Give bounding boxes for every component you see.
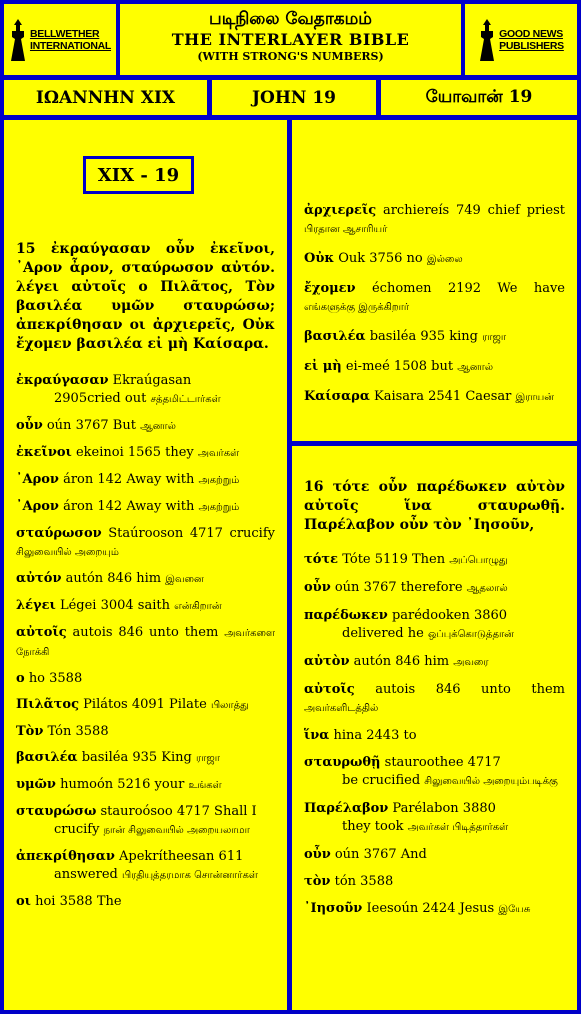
tamil-meaning: சத்தமிட்டார்கள்	[150, 394, 221, 405]
greek-word: ο	[16, 671, 25, 686]
word-list	[304, 551, 565, 919]
tamil-meaning: நான் சிலுவையில் அறையலாமா	[103, 825, 250, 836]
transliteration: Parélabon 3880	[392, 801, 496, 816]
transliteration: áron 142 Away with	[63, 472, 195, 487]
word-entry	[16, 848, 275, 885]
word-entry-main	[304, 900, 565, 919]
word-entry-main	[16, 471, 275, 490]
transliteration: tón 3588	[334, 874, 394, 889]
word-entry-main	[304, 358, 565, 377]
english-gloss: they took	[342, 819, 404, 834]
greek-word: αὐτοῖς	[16, 625, 67, 640]
verse-16-text: 16 τότε οὖν παρέδωκεν αὐτὸν αὐτοῖς ἵνα σταυρωθῇ. Παρέλαβον οὖν τὸν ᾿Ιησοῦν,	[304, 479, 565, 533]
word-entry	[16, 670, 275, 688]
word-entry	[304, 846, 565, 864]
right-logo-line2: PUBLISHERS	[499, 39, 564, 52]
word-entry-main	[304, 681, 565, 718]
word-entry-main	[304, 250, 565, 269]
word-entry-main	[16, 444, 275, 463]
word-entry-main	[16, 749, 275, 768]
word-entry-main	[304, 280, 565, 317]
transliteration: oún 3767 therefore	[334, 580, 463, 595]
transliteration: basiléa 935 king	[369, 329, 478, 344]
word-entry-sub	[16, 390, 275, 409]
bellwether-logo	[4, 4, 116, 75]
word-entry-main	[304, 653, 565, 672]
tamil-meaning: அவர்களிடத்தில்	[304, 703, 379, 714]
transliteration: autois 846 unto them	[375, 682, 565, 697]
transliteration: Ieesoún 2424 Jesus	[366, 901, 495, 916]
transliteration: échomen 2192 We have	[371, 281, 565, 296]
greek-word: σταυρώσω	[16, 804, 97, 819]
transliteration: ho 3588	[28, 671, 83, 686]
word-list	[16, 372, 275, 911]
transliteration: Ouk 3756 no	[338, 251, 423, 266]
transliteration: humoón 5216 your	[60, 777, 185, 792]
tamil-meaning: ராஜா	[195, 753, 220, 764]
tamil-meaning: இராயன்	[515, 392, 554, 403]
transliteration: Ekraúgasan	[112, 373, 192, 388]
greek-word: ᾿Αρον	[16, 472, 59, 487]
greek-word: λέγει	[16, 598, 56, 613]
word-entry	[304, 388, 565, 407]
word-entry	[16, 624, 275, 662]
word-entry	[304, 800, 565, 837]
tamil-meaning: அவர்கள் பிடித்தார்கள்	[407, 822, 509, 833]
transliteration: stauroósoo 4717 Shall I	[100, 804, 257, 819]
left-column	[4, 120, 287, 1010]
greek-word: Καίσαρα	[304, 389, 370, 404]
greek-word: βασιλέα	[304, 329, 366, 344]
word-entry-main	[16, 417, 275, 436]
greek-word: εἰ μὴ	[304, 359, 342, 374]
tamil-meaning: சிலுவையில் அறையும்படிக்கு	[424, 776, 558, 787]
word-entry-main	[16, 372, 275, 390]
word-entry	[304, 358, 565, 377]
greek-word: ἀπεκρίθησαν	[16, 849, 115, 864]
word-entry-main	[16, 696, 275, 715]
left-logo-line1: BELLWETHER	[29, 27, 100, 40]
greek-word: τὸν	[304, 874, 331, 889]
word-entry	[16, 893, 275, 911]
word-entry-main	[304, 607, 565, 625]
greek-word: ἔχομεν	[304, 281, 356, 296]
book-english: JOHN 19	[212, 80, 376, 115]
tamil-meaning: அவரை	[453, 657, 489, 668]
tamil-meaning: இயேசு	[498, 904, 531, 915]
word-entry	[304, 681, 565, 718]
book-tamil: யோவான் 19	[381, 80, 577, 115]
word-entry	[304, 607, 565, 644]
right-bottom-column	[292, 446, 577, 1010]
english-gloss: 2905cried out	[54, 391, 147, 406]
word-entry-sub	[304, 772, 565, 791]
tamil-meaning: பிரதியுத்தரமாக சொன்னார்கள்	[122, 870, 258, 881]
book-greek: ΙΩΑΝΝΗΝ XIX	[4, 80, 207, 115]
tamil-meaning: ஆனால்	[457, 362, 494, 373]
greek-word: Οὐκ	[304, 251, 335, 266]
greek-word: Παρέλαβον	[304, 801, 389, 816]
word-entry	[304, 727, 565, 745]
tamil-meaning: ஆனால்	[140, 421, 176, 432]
word-entry	[16, 525, 275, 562]
transliteration: autón 846 him	[353, 654, 450, 669]
greek-word: οι	[16, 894, 31, 909]
english-gloss: delivered he	[342, 626, 424, 641]
word-entry-main	[304, 328, 565, 347]
greek-word: παρέδωκεν	[304, 608, 388, 623]
greek-word: οὖν	[304, 580, 331, 595]
word-entry	[16, 803, 275, 840]
english-gloss: be crucified	[342, 773, 421, 788]
greek-word: ᾿Αρον	[16, 499, 59, 514]
word-entry-main	[16, 624, 275, 662]
word-entry-main	[16, 597, 275, 616]
greek-word: ἀρχιερεῖς	[304, 203, 377, 218]
greek-word: σταυρωθῇ	[304, 755, 381, 770]
transliteration: archiereís 749 chief priest	[382, 203, 565, 218]
word-entry-main	[304, 202, 565, 239]
greek-word: σταύρωσον	[16, 526, 102, 541]
transliteration: autois 846 unto them	[72, 625, 219, 640]
word-entry	[16, 372, 275, 409]
greek-word: ἐκεῖνοι	[16, 445, 72, 460]
word-entry-sub	[304, 625, 565, 644]
greek-word: οὖν	[16, 418, 43, 433]
transliteration: ekeinoi 1565 they	[75, 445, 194, 460]
tamil-meaning: என்கிறான்	[174, 601, 222, 612]
chapter-box: XIX - 19	[83, 156, 194, 194]
word-entry-sub	[304, 818, 565, 837]
word-entry-sub	[16, 866, 275, 885]
transliteration: oún 3767 But	[46, 418, 136, 433]
word-entry	[16, 749, 275, 768]
verse-15-text: 15 ἐκραύγασαν οὖν ἐκεῖνοι, ᾿Αρον ἆρον, σταύρωσον αὐτόν. λέγει αὐτοῖς ο Πιλᾶτος, Τὸν βασιλέα υμῶν σταυρώσω; ἀπεκρίθησαν οι ἀρχιερεῖς, Οὐκ ἔχομεν βασιλέα εἰ μὴ Καίσαρα.	[16, 241, 275, 352]
lamb-icon	[478, 17, 496, 63]
tamil-meaning: உங்கள்	[188, 780, 222, 791]
good-news-logo	[465, 4, 577, 75]
greek-word: βασιλέα	[16, 750, 78, 765]
tamil-meaning: ஒப்புக்கொடுத்தான்	[427, 629, 514, 640]
greek-word: αὐτὸν	[304, 654, 350, 669]
transliteration: hoi 3588 The	[35, 894, 122, 909]
greek-word: Πιλᾶτος	[16, 697, 80, 712]
word-entry	[16, 696, 275, 715]
word-entry	[16, 723, 275, 741]
left-logo-line2: INTERNATIONAL	[29, 39, 112, 52]
word-entry-main	[16, 570, 275, 589]
word-entry	[304, 202, 565, 239]
tamil-meaning: அப்பொழுது	[449, 555, 508, 566]
word-entry	[16, 597, 275, 616]
transliteration: Tóte 5119 Then	[342, 552, 446, 567]
tamil-meaning: பிலாத்து	[210, 700, 249, 711]
right-top-column	[292, 120, 577, 441]
transliteration: parédooken 3860	[391, 608, 508, 623]
transliteration: Pilátos 4091 Pilate	[83, 697, 207, 712]
transliteration: ei-meé 1508 but	[345, 359, 454, 374]
word-entry-main	[304, 873, 565, 891]
word-entry-main	[304, 579, 565, 598]
tamil-meaning: அவர்களை நோக்கி	[16, 628, 275, 658]
tamil-meaning: பிரதான ஆசாரியர்	[304, 224, 388, 235]
lamb-icon	[9, 17, 27, 63]
transliteration: basiléa 935 King	[81, 750, 192, 765]
page-title	[120, 4, 461, 75]
word-entry-main	[304, 800, 565, 818]
word-entry	[16, 417, 275, 436]
word-entry	[304, 551, 565, 570]
word-entry-main	[16, 670, 275, 688]
transliteration: Tón 3588	[47, 724, 109, 739]
word-entry	[16, 471, 275, 490]
transliteration: hina 2443 to	[333, 728, 417, 743]
word-entry-sub	[16, 821, 275, 840]
english-gloss: answered	[54, 867, 118, 882]
greek-word: ἵνα	[304, 728, 330, 743]
title-subtitle: (WITH STRONG'S NUMBERS)	[197, 50, 384, 63]
tamil-meaning: இவனை	[165, 574, 204, 585]
word-entry-main	[304, 754, 565, 772]
word-entry-main	[16, 776, 275, 795]
greek-word: τότε	[304, 552, 339, 567]
tamil-meaning: அகற்றும்	[198, 502, 240, 513]
word-list	[304, 202, 565, 418]
word-entry-main	[304, 846, 565, 864]
word-entry	[16, 498, 275, 517]
tamil-meaning: எங்களுக்கு இருக்கிறார்	[304, 302, 410, 313]
transliteration: Kaisara 2541 Caesar	[373, 389, 512, 404]
tamil-meaning: அவர்கள்	[197, 448, 240, 459]
word-entry-main	[16, 498, 275, 517]
word-entry	[304, 653, 565, 672]
word-entry	[304, 754, 565, 791]
word-entry-main	[16, 525, 275, 562]
greek-word: ἐκραύγασαν	[16, 373, 109, 388]
tamil-meaning: ராஜா	[482, 332, 507, 343]
tamil-meaning: இல்லை	[426, 254, 463, 265]
word-entry	[304, 250, 565, 269]
transliteration: Légei 3004 saith	[59, 598, 170, 613]
transliteration: stauroothee 4717	[384, 755, 501, 770]
title-tamil: படிநிலை வேதாகமம்	[209, 9, 372, 29]
word-entry-main	[304, 727, 565, 745]
word-entry-main	[16, 893, 275, 911]
transliteration: autón 846 him	[65, 571, 162, 586]
greek-word: αὐτόν	[16, 571, 62, 586]
word-entry	[16, 444, 275, 463]
english-gloss: crucify	[54, 822, 100, 837]
word-entry	[304, 579, 565, 598]
word-entry-main	[304, 551, 565, 570]
word-entry	[304, 873, 565, 891]
greek-word: Τὸν	[16, 724, 44, 739]
word-entry	[16, 776, 275, 795]
word-entry-main	[16, 723, 275, 741]
transliteration: Apekrítheesan 611	[118, 849, 244, 864]
word-entry	[304, 328, 565, 347]
greek-word: οὖν	[304, 847, 331, 862]
word-entry-main	[304, 388, 565, 407]
greek-word: υμῶν	[16, 777, 56, 792]
word-entry-main	[16, 848, 275, 866]
title-english: THE INTERLAYER BIBLE	[171, 30, 410, 49]
word-entry	[304, 900, 565, 919]
transliteration: oún 3767 And	[334, 847, 427, 862]
transliteration: Staúrooson 4717 crucify	[108, 526, 275, 541]
greek-word: ᾿Ιησοῦν	[304, 901, 363, 916]
word-entry	[304, 280, 565, 317]
tamil-meaning: ஆதலால்	[466, 583, 508, 594]
transliteration: áron 142 Away with	[63, 499, 195, 514]
word-entry	[16, 570, 275, 589]
greek-word: αὐτοῖς	[304, 682, 355, 697]
tamil-meaning: சிலுவையில் அறையும்	[16, 547, 119, 558]
word-entry-main	[16, 803, 275, 821]
tamil-meaning: அகற்றும்	[198, 475, 240, 486]
right-logo-line1: GOOD NEWS	[499, 27, 563, 40]
